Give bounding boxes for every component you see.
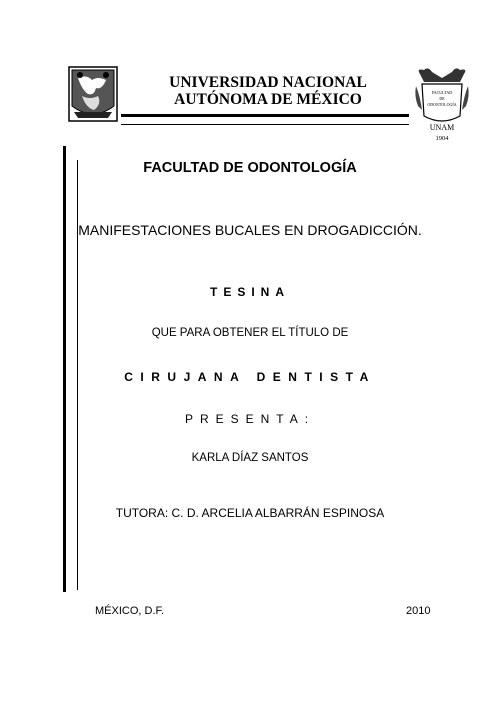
university-title: UNIVERSIDAD NACIONAL AUTÓNOMA DE MÉXICO: [169, 74, 367, 108]
crest-text-facultad: FACULTAD: [431, 90, 453, 95]
unam-seal-icon: [68, 66, 118, 122]
left-border-thick: [63, 146, 66, 592]
presenta-label: PRESENTA:: [184, 412, 316, 426]
place-text: MÉXICO, D.F.: [95, 605, 165, 617]
crest-text-odontologia: ODONTOLOGÍA: [427, 102, 457, 107]
crest-text-de: DE: [439, 96, 445, 101]
header-rule-thick: [121, 114, 409, 117]
header-rule-thin: [121, 124, 409, 125]
crest-text-year: 1904: [435, 135, 449, 142]
thesis-type: TESINA: [209, 285, 290, 299]
obtain-title-text: QUE PARA OBTENER EL TÍTULO DE: [151, 327, 349, 339]
faculty-crest-icon: [414, 66, 470, 148]
degree-title: CIRUJANA DENTISTA: [124, 370, 376, 384]
tutor-name: TUTORA: C. D. ARCELIA ALBARRÁN ESPINOSA: [115, 506, 385, 520]
author-name: KARLA DÍAZ SANTOS: [191, 452, 309, 464]
thesis-subject: MANIFESTACIONES BUCALES EN DROGADICCIÓN.: [78, 222, 422, 238]
faculty-name: FACULTAD DE ODONTOLOGÍA: [143, 160, 357, 176]
crest-text-unam: UNAM: [429, 123, 455, 132]
year-text: 2010: [406, 605, 431, 617]
